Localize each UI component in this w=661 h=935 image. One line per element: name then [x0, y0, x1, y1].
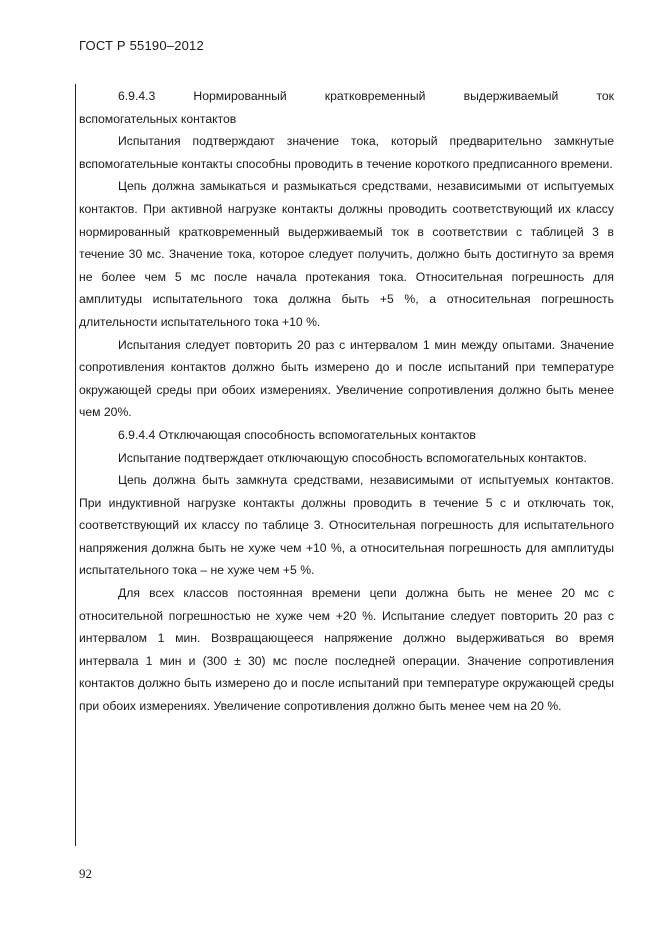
document-body	[79, 85, 614, 718]
body-paragraph: Цепь должна замыкаться и размыкаться средствами, независимыми от испытуемых контактов. При активной нагрузке контакты должны проводить соответствующий их классу нормированный кратковременный выдерживаемый ток в соответствии с таблицей 3 в течение 30 мс. Значение тока, которое следует получить, должно быть достигнуто за время не более чем 5 мс после начала протекания тока. Относительная погрешность для амплитуды испытательного тока должна быть +5 %, а относительная погрешность длительности испытательного тока +10 %.	[79, 179, 614, 329]
section-heading-6-9-4-3: 6.9.4.3 Нормированный кратковременный выдерживаемый ток	[118, 89, 614, 103]
body-paragraph: Для всех классов постоянная времени цепи должна быть не менее 20 мс с относительной погрешностью не хуже чем +20 %. Испытание следует повторить 20 раз с интервалом 1 мин. Возвращающееся напряжение должно выдерживаться во время интервала 1 мин и (300 ± 30) мс после последней операции. Значение сопротивления контактов должно быть измерено до и после испытаний при температуре окружающей среды при обоих измерениях. Увеличение сопротивления должно быть менее чем на 20 %.	[79, 586, 614, 714]
document-header: ГОСТ Р 55190–2012	[79, 38, 204, 53]
body-paragraph: Испытание подтверждает отключающую способность вспомогательных контактов.	[118, 450, 587, 465]
section-heading-6-9-4-4: 6.9.4.4 Отключающая способность вспомогательных контактов	[118, 427, 476, 442]
body-paragraph: Цепь должна быть замкнута средствами, независимыми от испытуемых контактов. При индуктивной нагрузке контакты должны проводить в течение 5 с и отключать ток, соответствующий их классу по таблице 3. Относительная погрешность для испытательного напряжения должна быть не хуже чем +10 %, а относительная погрешность для амплитуды испытательного тока – не хуже чем +5 %.	[79, 473, 614, 578]
revision-margin-bar	[75, 84, 76, 846]
section-heading-6-9-4-3-continuation: вспомогательных контактов	[79, 111, 237, 126]
body-paragraph: Испытания подтверждают значение тока, который предварительно замкнутые вспомогательные контакты способны проводить в течение короткого предписанного времени.	[79, 134, 614, 171]
body-paragraph: Испытания следует повторить 20 раз с интервалом 1 мин между опытами. Значение сопротивления контактов должно быть измерено до и после испытаний при температуре окружающей среды при обоих измерениях. Увеличение сопротивления должно быть менее чем 20%.	[79, 337, 614, 420]
page-number: 92	[79, 866, 92, 881]
